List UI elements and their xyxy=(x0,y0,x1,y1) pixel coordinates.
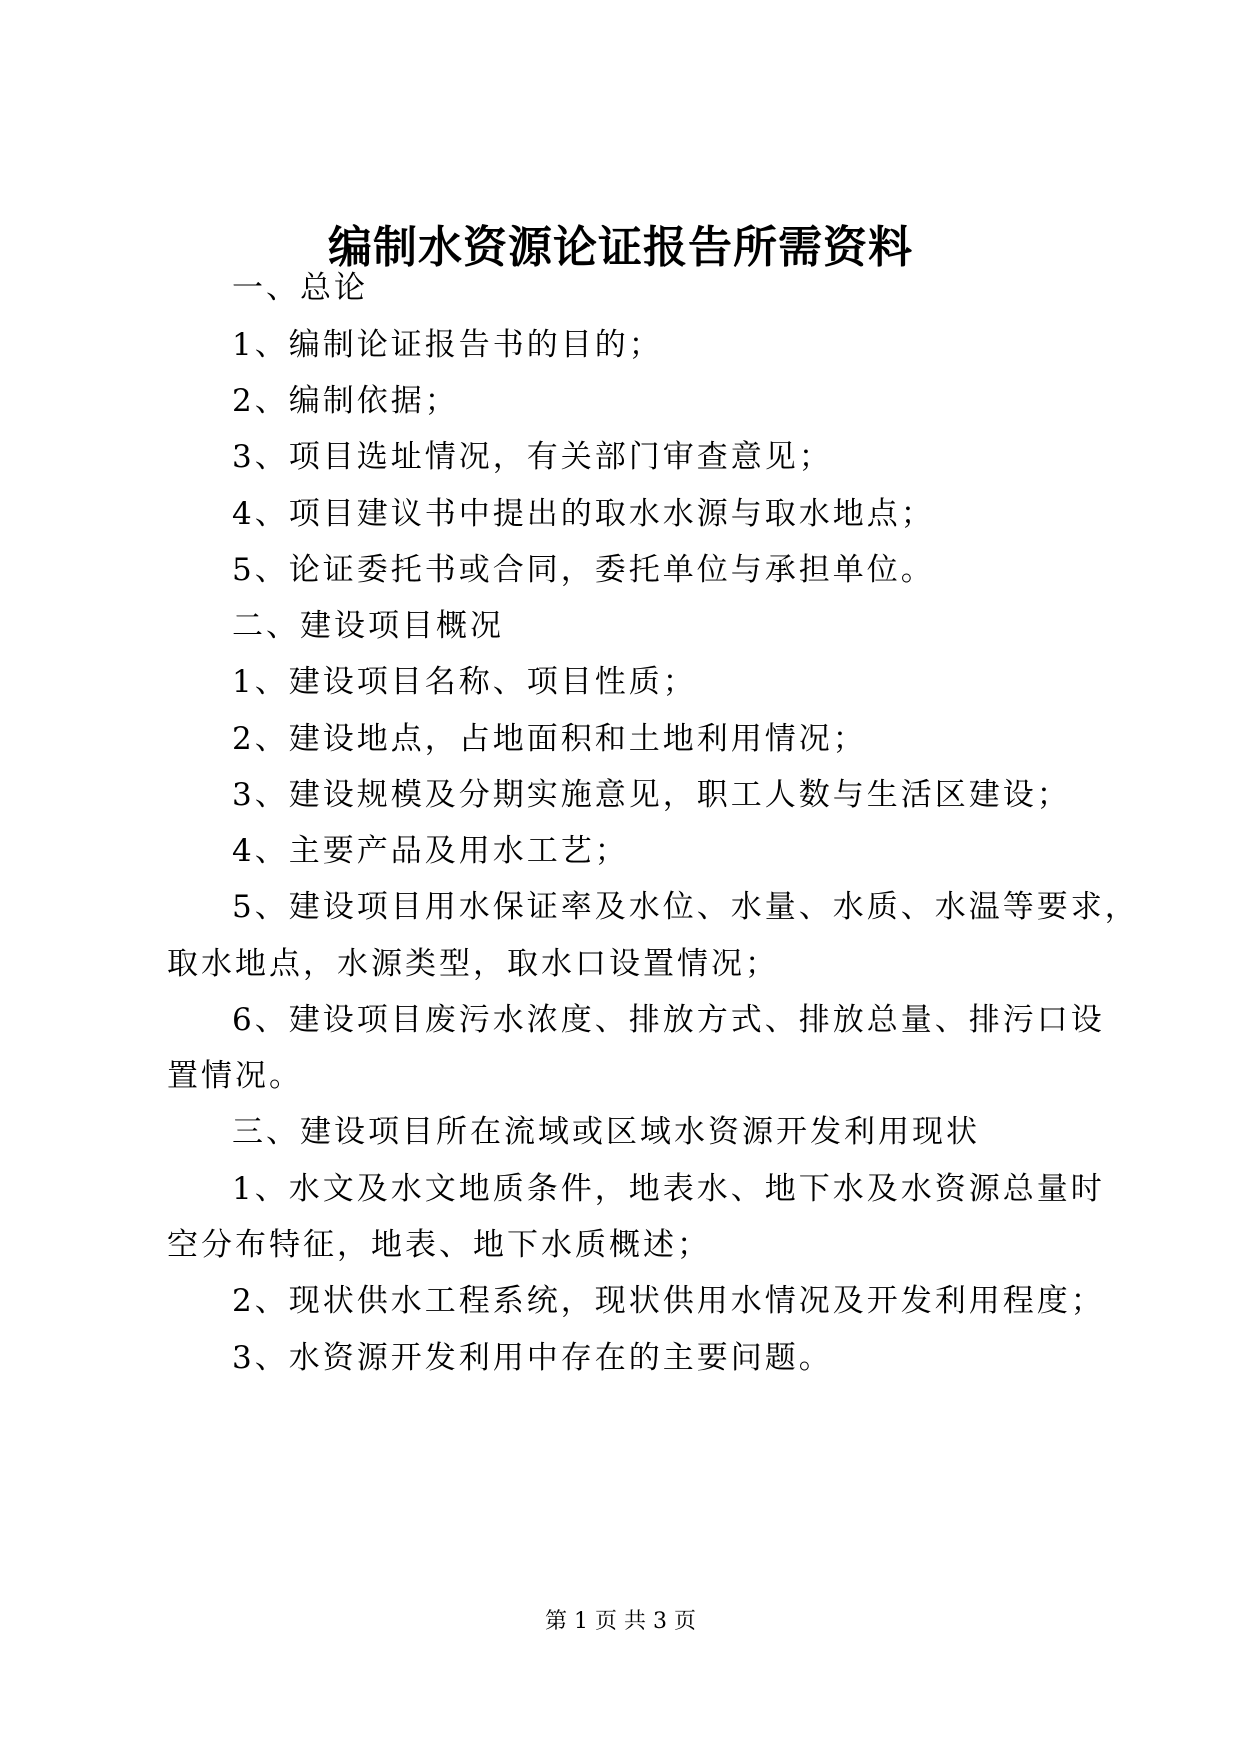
list-item-continuation: 空分布特征，地表、地下水质概述； xyxy=(167,1227,711,1263)
document-title: 编制水资源论证报告所需资料 xyxy=(328,222,913,273)
list-item: 3、建设规模及分期实施意见，职工人数与生活区建设； xyxy=(232,777,1071,813)
list-item: 4、主要产品及用水工艺； xyxy=(232,833,629,869)
list-item: 6、建设项目废污水浓度、排放方式、排放总量、排污口设 xyxy=(232,1002,1105,1038)
list-item: 5、论证委托书或合同，委托单位与承担单位。 xyxy=(232,552,935,588)
list-item: 2、建设地点，占地面积和土地利用情况； xyxy=(232,721,867,757)
list-item: 1、建设项目名称、项目性质； xyxy=(232,664,697,700)
list-item-continuation: 取水地点，水源类型，取水口设置情况； xyxy=(167,946,779,982)
list-item: 3、水资源开发利用中存在的主要问题。 xyxy=(232,1340,833,1376)
list-item: 1、水文及水文地质条件，地表水、地下水及水资源总量时 xyxy=(232,1171,1105,1207)
list-item: 3、项目选址情况，有关部门审查意见； xyxy=(232,439,833,475)
section-heading-2: 二、建设项目概况 xyxy=(232,608,504,644)
list-item: 1、编制论证报告书的目的； xyxy=(232,327,663,363)
list-item-continuation: 置情况。 xyxy=(167,1058,303,1094)
list-item: 5、建设项目用水保证率及水位、水量、水质、水温等要求， xyxy=(232,889,1139,925)
list-item: 2、编制依据； xyxy=(232,383,459,419)
list-item: 2、现状供水工程系统，现状供用水情况及开发利用程度； xyxy=(232,1283,1105,1319)
section-heading-3: 三、建设项目所在流域或区域水资源开发利用现状 xyxy=(232,1114,980,1150)
page-footer: 第 1 页 共 3 页 xyxy=(545,1609,696,1634)
section-heading-1: 一、总论 xyxy=(232,270,368,306)
list-item: 4、项目建议书中提出的取水水源与取水地点； xyxy=(232,496,935,532)
